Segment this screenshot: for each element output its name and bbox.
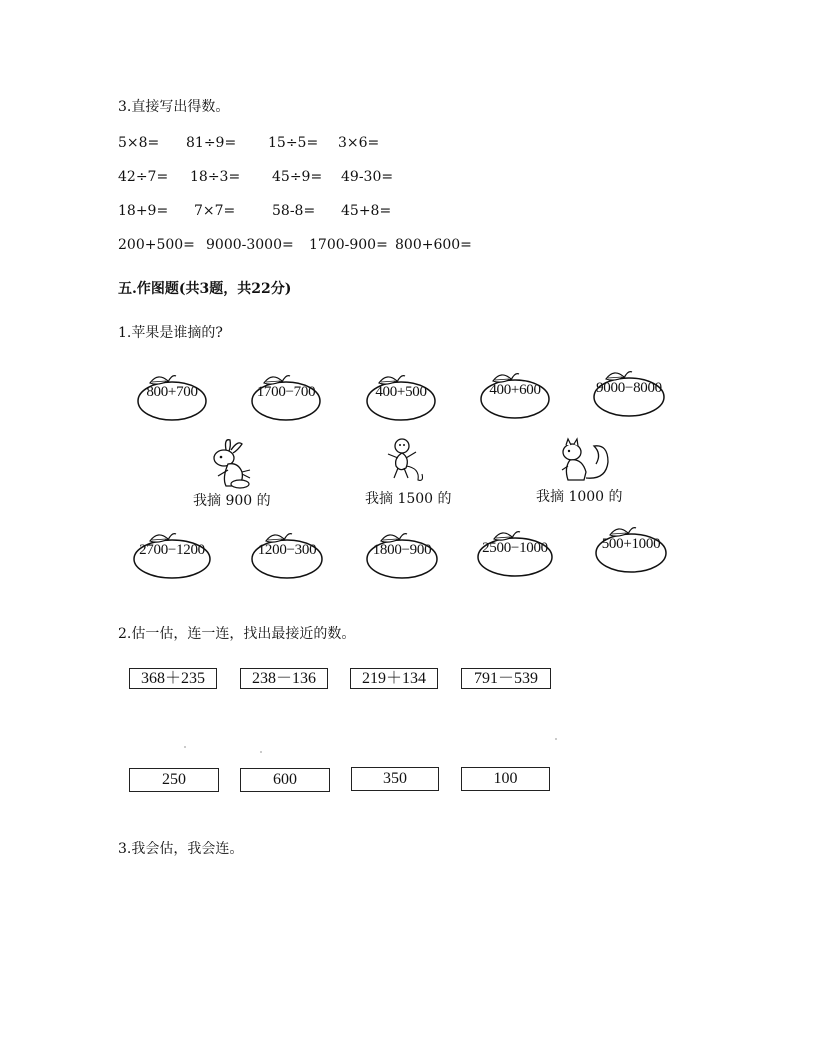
estimate-result-box[interactable]: 350 xyxy=(351,767,439,791)
q3-title: 3.直接写出得数。 xyxy=(118,99,230,115)
calc-item: 9000-3000= xyxy=(206,237,294,253)
estimate-expression-box[interactable]: 368＋235 xyxy=(129,668,217,689)
apple-card xyxy=(594,522,668,574)
apple-label: 1200−300 xyxy=(257,542,317,558)
apple-card xyxy=(365,370,437,422)
apple-card xyxy=(250,370,322,422)
calc-item: 18+9= xyxy=(118,203,169,219)
apple-label: 2700−1200 xyxy=(139,542,205,558)
apple-label: 2500−1000 xyxy=(482,540,548,556)
apple-label: 500+1000 xyxy=(601,536,661,552)
calc-item: 81÷9= xyxy=(186,135,237,151)
apple-card xyxy=(136,370,208,422)
animal-caption: 我摘 1500 的 xyxy=(365,491,452,507)
apple-card xyxy=(365,528,439,580)
estimate-result-box[interactable]: 100 xyxy=(461,767,550,791)
problem-1-title: 1.苹果是谁摘的? xyxy=(118,325,223,341)
apple-card xyxy=(476,526,554,578)
apple-card xyxy=(479,368,551,420)
estimate-expression-box[interactable]: 219＋134 xyxy=(350,668,438,689)
connection-dot xyxy=(184,746,186,748)
apple-card xyxy=(132,528,212,580)
apple-label: 400+600 xyxy=(489,382,541,398)
calc-item: 7×7= xyxy=(194,203,236,219)
calc-item: 15÷5= xyxy=(268,135,319,151)
squirrel-icon xyxy=(556,436,612,484)
apple-label: 800+700 xyxy=(146,384,198,400)
calc-item: 45÷9= xyxy=(272,169,323,185)
calc-item: 800+600= xyxy=(395,237,472,253)
section-heading: 五.作图题(共3题，共22分) xyxy=(118,281,292,297)
estimate-result-box[interactable]: 250 xyxy=(129,768,219,792)
apple-label: 1700−700 xyxy=(256,384,316,400)
calc-item: 45+8= xyxy=(341,203,392,219)
monkey-icon xyxy=(384,436,428,486)
calc-item: 200+500= xyxy=(118,237,195,253)
calc-item: 49-30= xyxy=(341,169,394,185)
rabbit-icon xyxy=(204,436,260,492)
apple-card xyxy=(592,366,666,418)
estimate-result-box[interactable]: 600 xyxy=(240,768,330,792)
calc-item: 18÷3= xyxy=(190,169,241,185)
calc-item: 5×8= xyxy=(118,135,160,151)
apple-label: 1800−900 xyxy=(372,542,432,558)
apple-label: 400+500 xyxy=(375,384,427,400)
connection-dot xyxy=(260,751,262,753)
apple-card xyxy=(250,528,324,580)
animal-caption: 我摘 1000 的 xyxy=(536,489,623,505)
calc-item: 58-8= xyxy=(272,203,316,219)
calc-item: 42÷7= xyxy=(118,169,169,185)
calc-item: 1700-900= xyxy=(309,237,388,253)
apple-label: 9000−8000 xyxy=(596,380,662,396)
estimate-expression-box[interactable]: 791－539 xyxy=(461,668,551,689)
estimate-expression-box[interactable]: 238－136 xyxy=(240,668,328,689)
problem-3-title: 3.我会估，我会连。 xyxy=(118,841,244,857)
calc-item: 3×6= xyxy=(338,135,380,151)
animal-caption: 我摘 900 的 xyxy=(193,493,271,509)
problem-2-title: 2.估一估，连一连，找出最接近的数。 xyxy=(118,626,356,642)
connection-dot xyxy=(555,738,557,740)
